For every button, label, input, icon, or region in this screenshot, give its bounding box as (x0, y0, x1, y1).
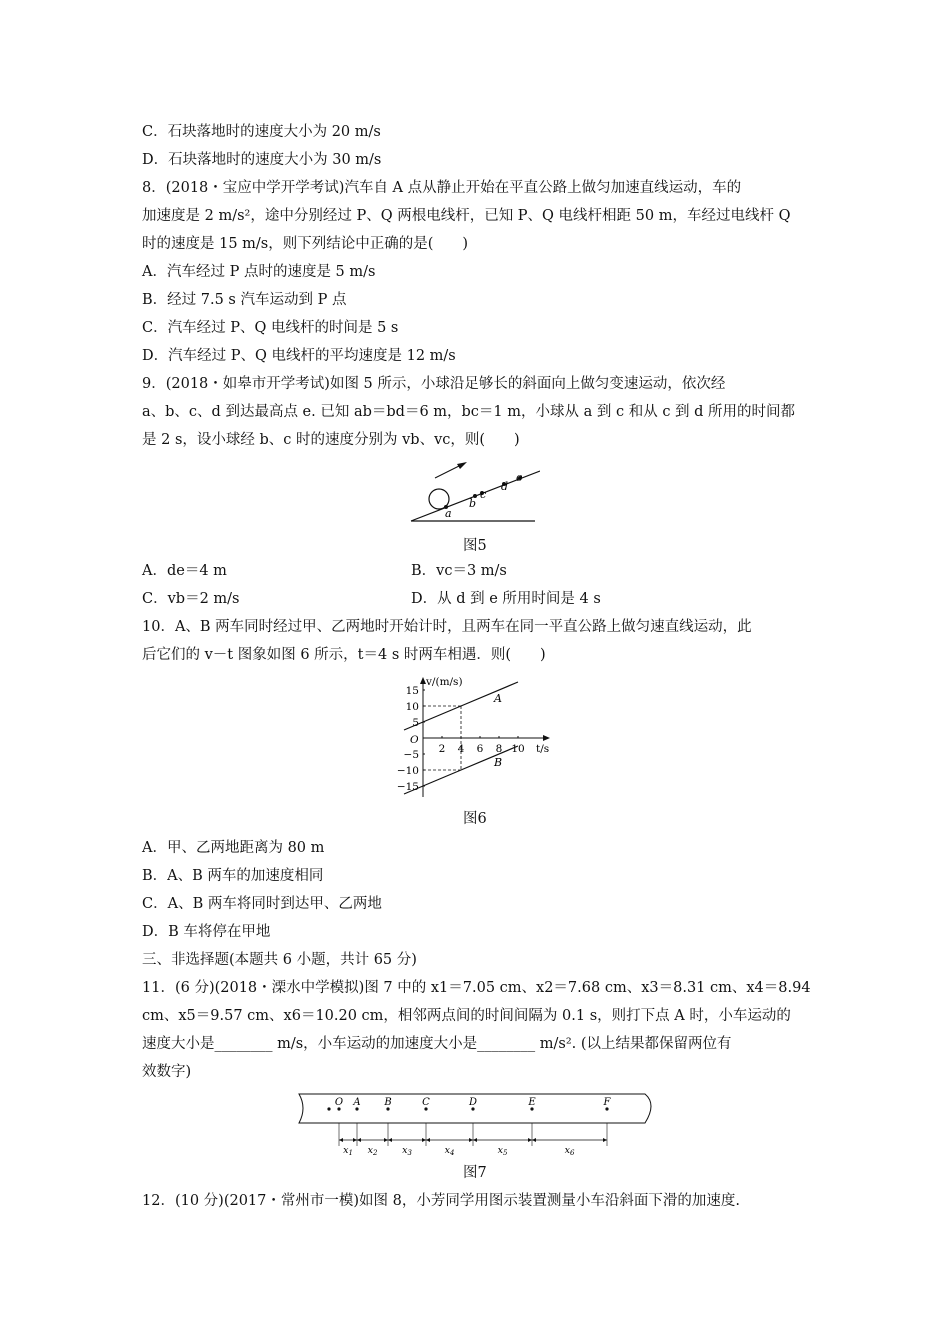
y-tick-label: 10 (405, 701, 419, 713)
segment-arrow-right (528, 1138, 532, 1142)
tape-point-label-F: F (603, 1097, 611, 1108)
q11-stem-3: 速度大小是________ m/s，小车运动的加速度大小是________ m/s². (以上结果都保留两位有 (142, 1036, 732, 1052)
series-label-B: B (494, 756, 503, 769)
x-tick-label: 6 (476, 743, 484, 755)
tape-point-label-O: O (334, 1097, 344, 1108)
x-tick-label: 8 (495, 743, 503, 755)
tape-point-label-A: A (353, 1097, 361, 1108)
tape-point-label-E: E (528, 1097, 536, 1108)
y-tick-label: −10 (396, 765, 419, 777)
origin-label: O (410, 734, 419, 746)
figure-5-incline (405, 456, 540, 528)
segment-arrow-right (469, 1138, 473, 1142)
q9-option-c: C．vb＝2 m/s (142, 591, 240, 607)
option-c-prev: C．石块落地时的速度大小为 20 m/s (142, 124, 381, 140)
tape-point-label-C: C (422, 1097, 430, 1108)
t-axis-label: t/s (536, 743, 550, 755)
q8-stem-1: 8．(2018・宝应中学开学考试)汽车自 A 点从静止开始在平直公路上做匀加速直线运动，车的 (142, 180, 742, 196)
t-axis-arrow (543, 735, 550, 741)
figure-7-caption: 图7 (463, 1165, 487, 1181)
q10-stem-1: 10．A、B 两车同时经过甲、乙两地时开始计时，且两车在同一平直公路上做匀速直线运动，此 (142, 619, 752, 635)
segment-arrow-left (473, 1138, 477, 1142)
q11-stem-2: cm、x5＝9.57 cm、x6＝10.20 cm，相邻两点间的时间间隔为 0.1 s，则打下点 A 时，小车运动的 (142, 1008, 791, 1024)
q10-stem-2: 后它们的 v－t 图象如图 6 所示，t＝4 s 时两车相遇．则( ) (142, 647, 546, 663)
series-label-A: A (494, 692, 502, 705)
option-d-prev: D．石块落地时的速度大小为 30 m/s (142, 152, 382, 168)
q8-stem-2: 加速度是 2 m/s²，途中分别经过 P、Q 两根电线杆，已知 P、Q 电线杆相距 50 m，车经过电线杆 Q (142, 208, 791, 224)
v-axis-label: v/(m/s) (426, 676, 463, 688)
segment-label-x5: $x_5$ (497, 1145, 508, 1157)
segment-arrow-right (603, 1138, 607, 1142)
q8-option-c: C．汽车经过 P、Q 电线杆的时间是 5 s (142, 320, 399, 336)
segment-label-x2: $x_2$ (367, 1145, 378, 1157)
q8-option-a: A．汽车经过 P 点时的速度是 5 m/s (142, 264, 376, 280)
x-tick-label: 10 (511, 743, 525, 755)
q8-option-d: D．汽车经过 P、Q 电线杆的平均速度是 12 m/s (142, 348, 456, 364)
segment-arrow-left (388, 1138, 392, 1142)
x-tick-label: 4 (457, 743, 465, 755)
q10-option-a: A．甲、乙两地距离为 80 m (142, 840, 325, 856)
segment-arrow-right (422, 1138, 426, 1142)
q8-option-b: B．经过 7.5 s 汽车运动到 P 点 (142, 292, 347, 308)
segment-label-x6: $x_6$ (564, 1145, 575, 1157)
q10-option-b: B．A、B 两车的加速度相同 (142, 868, 324, 884)
direction-arrow-head (457, 462, 467, 469)
y-tick-label: 15 (405, 685, 419, 697)
figure-6-caption: 图6 (463, 811, 487, 827)
segment-arrow-left (357, 1138, 361, 1142)
segment-arrow-right (353, 1138, 357, 1142)
tape-point-label-D: D (468, 1097, 478, 1108)
x-tick-label: 2 (438, 743, 446, 755)
point-c-label: c (480, 488, 487, 501)
tape-point-label-B: B (384, 1097, 392, 1108)
point-d-label: d (501, 480, 509, 493)
segment-arrow-left (339, 1138, 343, 1142)
segment-label-x1: $x_1$ (343, 1145, 353, 1157)
q9-stem-1: 9．(2018・如皋市开学考试)如图 5 所示，小球沿足够长的斜面向上做匀变速运动，依次经 (142, 376, 726, 392)
q11-stem-4: 效数字) (142, 1064, 192, 1080)
segment-arrow-left (532, 1138, 536, 1142)
q10-option-c: C．A、B 两车将同时到达甲、乙两地 (142, 896, 382, 912)
point-a-label: a (445, 507, 452, 520)
segment-label-x3: $x_3$ (402, 1145, 412, 1157)
q9-option-b: B．vc＝3 m/s (411, 563, 507, 579)
q12-stem-1: 12．(10 分)(2017・常州市一模)如图 8，小芳同学用图示装置测量小车沿斜面下滑的加速度. (142, 1193, 740, 1209)
q11-stem-1: 11．(6 分)(2018・溧水中学模拟)图 7 中的 x1＝7.05 cm、x2＝7.68 cm、x3＝8.31 cm、x4＝8.94 (142, 980, 811, 996)
q9-option-d: D．从 d 到 e 所用时间是 4 s (411, 591, 601, 607)
segment-label-x4: $x_4$ (444, 1145, 455, 1157)
q10-option-d: D．B 车将停在甲地 (142, 924, 271, 940)
y-tick-label: −5 (403, 749, 419, 761)
q9-stem-3: 是 2 s，设小球经 b、c 时的速度分别为 vb、vc，则( ) (142, 432, 520, 448)
point-b-label: b (469, 497, 477, 510)
q8-stem-3: 时的速度是 15 m/s，则下列结论中正确的是( ) (142, 236, 469, 252)
section-3-title: 三、非选择题(本题共 6 小题，共计 65 分) (142, 952, 417, 968)
q9-option-a: A．de＝4 m (142, 563, 227, 579)
figure-5-caption: 图5 (463, 538, 487, 554)
segment-arrow-left (426, 1138, 430, 1142)
point-e-label: e (516, 471, 523, 484)
segment-arrow-right (384, 1138, 388, 1142)
q9-stem-2: a、b、c、d 到达最高点 e. 已知 ab＝bd＝6 m，bc＝1 m，小球从 a 到 c 和从 c 到 d 所用的时间都 (142, 404, 796, 420)
figure-7-paper-tape (295, 1090, 660, 1160)
y-tick-label: 5 (412, 717, 419, 729)
tape-leading-dot (327, 1107, 330, 1110)
y-tick-label: −15 (396, 781, 419, 793)
figure-6-vt-chart (368, 672, 568, 802)
